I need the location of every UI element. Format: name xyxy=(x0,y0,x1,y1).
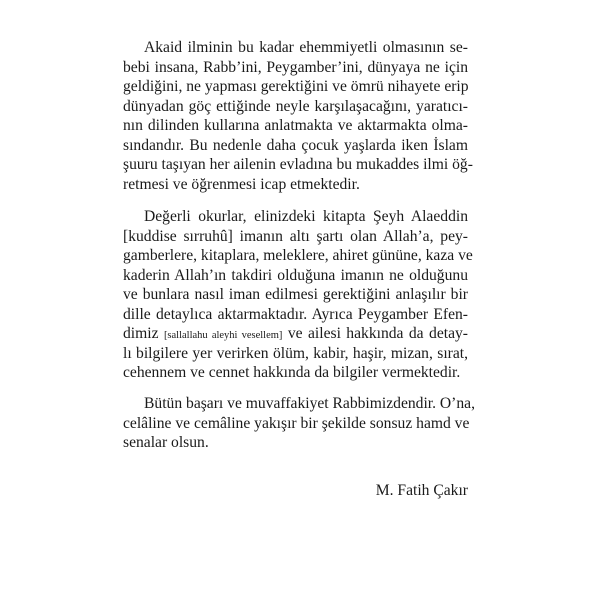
text-line: bebi insana, Rabb’ini, Peygamber’ini, dünyaya ne için xyxy=(123,58,468,76)
text-line: nın dilinden kullarına anlatmakta ve aktarmakta olma- xyxy=(123,117,468,135)
text-line: gamberlere, kitaplara, meleklere, ahiret gününe, kaza ve xyxy=(123,247,473,265)
text-line: sındandır. Bu nedenle daha çocuk yaşlarda iken İslam xyxy=(123,136,468,154)
text-fragment: ve ailesi hakkında da detay- xyxy=(282,325,468,343)
text-line: geldiğini, ne yapması gerektiğini ve ömrü nihayete erip xyxy=(123,78,469,96)
text-line: senalar olsun. xyxy=(123,434,209,452)
paragraph-3 xyxy=(123,394,475,453)
text-line: Akaid ilminin bu kadar ehemmiyetli olmasının se- xyxy=(144,39,468,56)
text-line: şuuru taşıyan her ailenin evladına bu mukaddes ilmi öğ- xyxy=(123,156,473,174)
text-line: Değerli okurlar, elinizdeki kitapta Şeyh Alaeddin xyxy=(144,208,468,225)
text-line: dünyadan göç ettiğinde neyle karşılaşacağını, yaratıcı- xyxy=(123,97,468,115)
text-line: lı bilgilere yer verirken ölüm, kabir, haşir, mizan, sırat, xyxy=(123,344,468,362)
text-line: cehennem ve cennet hakkında da bilgiler vermektedir. xyxy=(123,364,461,382)
text-fragment: dimiz xyxy=(123,325,164,343)
text-line: retmesi ve öğrenmesi icap etmektedir. xyxy=(123,175,360,193)
text-line: Bütün başarı ve muvaffakiyet Rabbimizdendir. O’na, xyxy=(144,395,475,412)
honorific-small-text: [sallallahu aleyhi vesellem] xyxy=(163,330,283,342)
paragraph-2 xyxy=(123,207,473,383)
author-signature: M. Fatih Çakır xyxy=(375,482,468,499)
text-line-with-honorific xyxy=(123,324,468,344)
text-line: kaderin Allah’ın takdiri olduğuna imanın ne olduğunu xyxy=(123,266,468,284)
text-line: ve bunlara nasıl iman edilmesi gerektiğini anlaşılır bir xyxy=(123,286,468,304)
text-line: [kuddise sırruhû] imanın altı şartı olan Allah’a, pey- xyxy=(123,227,468,245)
paragraph-1 xyxy=(123,38,473,194)
text-line: celâline ve cemâline yakışır bir şekilde sonsuz hamd ve xyxy=(123,414,470,432)
text-line: dille detaylıca aktarmaktadır. Ayrıca Peygamber Efen- xyxy=(123,305,468,323)
